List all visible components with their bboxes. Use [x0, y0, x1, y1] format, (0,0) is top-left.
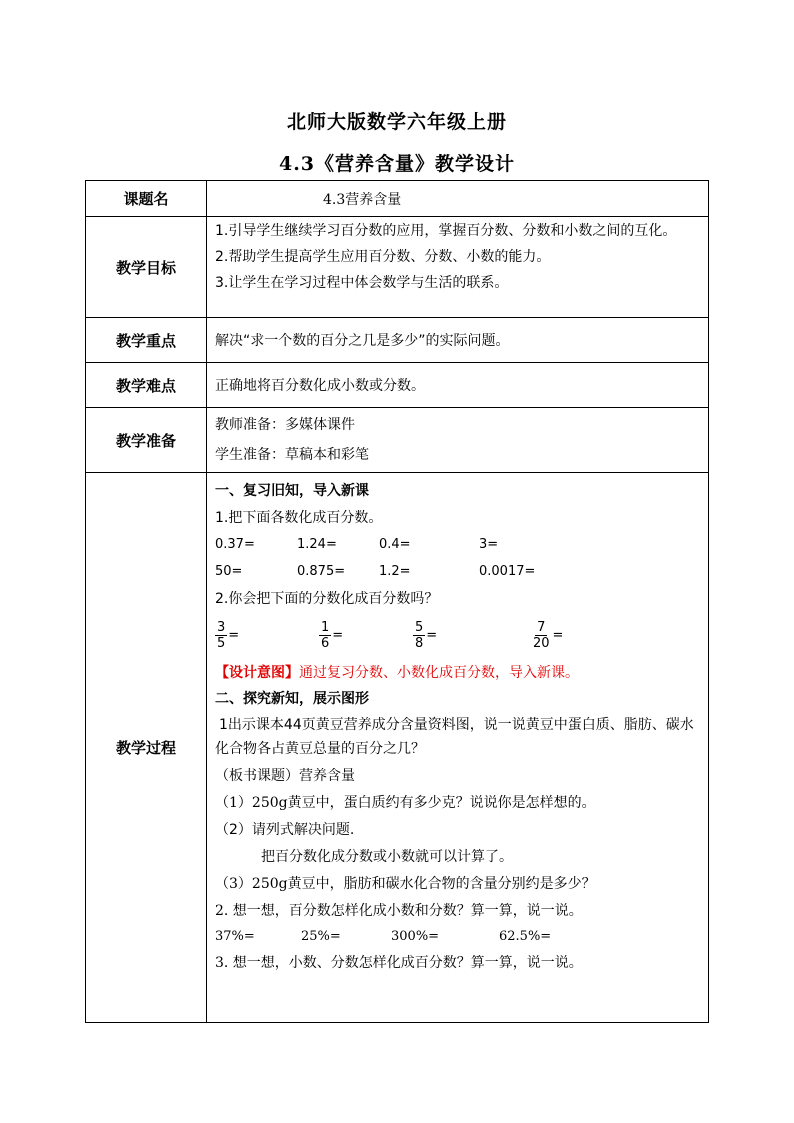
percent-item: 62.5%= — [499, 929, 552, 944]
fraction-numerator: 5 — [415, 619, 424, 635]
fraction-numerator: 3 — [217, 619, 226, 635]
percent-item: 300%= — [391, 929, 440, 944]
question-2: 2.你会把下面的分数化成百分数吗？ — [215, 591, 439, 607]
table-row-process — [86, 473, 709, 1023]
process-cell — [207, 473, 709, 1023]
fraction-denominator: 5 — [217, 635, 226, 651]
paragraph-7: 2. 想一想，百分数怎样化成小数和分数？算一算，说一说。 — [215, 903, 583, 919]
design-intent-text: 通过复习分数、小数化成百分数，导入新课。 — [299, 665, 579, 681]
fraction-item-3 — [413, 620, 531, 651]
fraction-denominator: 6 — [321, 635, 330, 651]
percent-item: 25%= — [301, 929, 341, 944]
goal-item-2: 2.帮助学生提高学生应用百分数、分数、小数的能力。 — [215, 249, 551, 265]
exercise-item: 50= — [215, 564, 243, 579]
table-row-key-point — [86, 318, 709, 363]
exercise-item: 0.4= — [379, 537, 411, 552]
topic-label: 课题名 — [86, 181, 207, 217]
exercise-item: 0.875= — [297, 564, 346, 579]
preparation-label: 教学准备 — [86, 408, 207, 473]
fraction-item-1 — [215, 620, 319, 651]
percent-row — [215, 925, 702, 949]
paragraph-4: （2）请列式解决问题. — [215, 822, 355, 838]
exercise-item: 0.37= — [215, 537, 255, 552]
fraction-item-2 — [319, 620, 413, 651]
table-row-preparation — [86, 408, 709, 473]
preparation-cell — [207, 408, 709, 473]
fraction-row — [215, 613, 702, 657]
exercise-item: 1.2= — [379, 564, 411, 579]
table-row-topic — [86, 181, 709, 217]
topic-value: 4.3营养含量 — [323, 191, 402, 208]
paragraph-5: 把百分数化成分数或小数就可以计算了。 — [261, 849, 513, 865]
paragraph-3: （1）250g黄豆中，蛋白质约有多少克？说说你是怎样想的。 — [215, 795, 596, 811]
fraction-equals: = — [332, 627, 344, 643]
fraction-equals: = — [426, 627, 438, 643]
question-1: 1.把下面各数化成百分数。 — [215, 510, 383, 526]
paragraph-8: 3. 想一想，小数、分数怎样化成百分数？算一算，说一说。 — [215, 955, 583, 971]
goal-item-1: 1.引导学生继续学习百分数的应用，掌握百分数、分数和小数之间的互化。 — [215, 223, 677, 239]
table-row-goals — [86, 217, 709, 318]
topic-cell — [207, 181, 709, 217]
section1-heading: 一、复习旧知，导入新课 — [215, 483, 369, 499]
fraction-denominator: 20 — [533, 635, 550, 651]
goal-item-3: 3.让学生在学习过程中体会数学与生活的联系。 — [215, 275, 509, 291]
goals-cell — [207, 217, 709, 318]
fraction-equals: = — [552, 627, 564, 643]
fraction-numerator: 7 — [537, 619, 546, 635]
exercise-row-2 — [215, 560, 702, 584]
fraction-denominator: 8 — [415, 635, 424, 651]
difficulty-label: 教学难点 — [86, 363, 207, 408]
design-intent-tag: 【设计意图】 — [215, 665, 299, 681]
page-title: 北师大版数学六年级上册 — [286, 111, 507, 133]
lesson-plan-table — [85, 180, 709, 1023]
key-point-value: 解决“求一个数的百分之几是多少”的实际问题。 — [207, 318, 709, 363]
key-point-label: 教学重点 — [86, 318, 207, 363]
lesson-title: 4.3《营养含量》教学设计 — [278, 153, 516, 175]
fraction-item-4 — [531, 620, 563, 651]
exercise-item: 3= — [479, 537, 499, 552]
fraction-equals: = — [228, 627, 240, 643]
paragraph-1: 1出示课本44页黄豆营养成分含量资料图，说一说黄豆中蛋白质、脂肪、碳水化合物各占黄豆总量的百分之几？ — [215, 717, 694, 757]
student-preparation: 学生准备：草稿本和彩笔 — [215, 447, 369, 463]
percent-item: 37%= — [215, 929, 255, 944]
goals-label: 教学目标 — [86, 217, 207, 318]
difficulty-value: 正确地将百分数化成小数或分数。 — [207, 363, 709, 408]
section2-heading: 二、探究新知，展示图形 — [215, 691, 369, 707]
paragraph-6: （3）250g黄豆中，脂肪和碳水化合物的含量分别约是多少？ — [215, 876, 596, 892]
design-intent — [215, 661, 702, 685]
table-row-difficulty — [86, 363, 709, 408]
exercise-row-1 — [215, 533, 702, 557]
paragraph-2: （板书课题）营养含量 — [215, 768, 355, 784]
process-label: 教学过程 — [86, 473, 207, 1023]
exercise-item: 0.0017= — [479, 564, 536, 579]
teacher-preparation: 教师准备：多媒体课件 — [215, 417, 355, 433]
fraction-numerator: 1 — [321, 619, 330, 635]
exercise-item: 1.24= — [297, 537, 337, 552]
